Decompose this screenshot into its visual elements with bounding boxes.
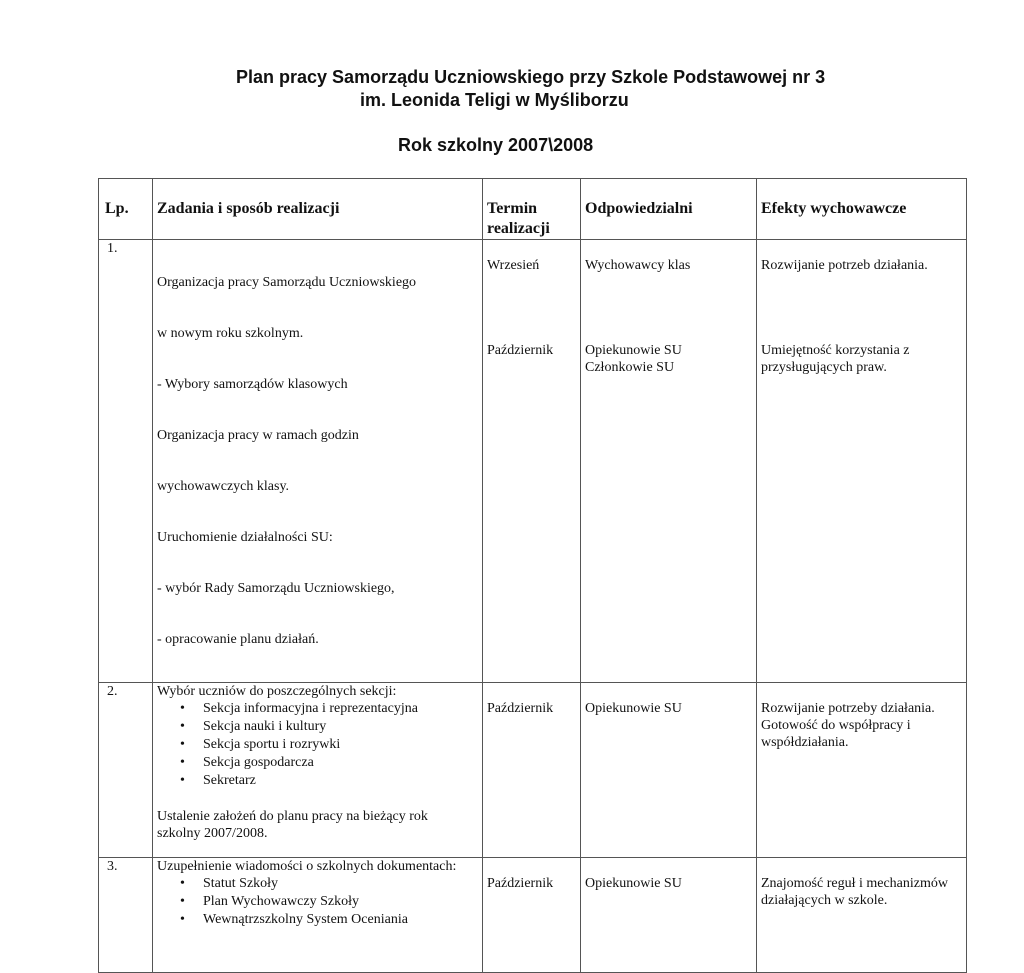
school-year: Rok szkolny 2007\2008 — [398, 135, 594, 155]
task-line: wychowawczych klasy. — [157, 479, 290, 494]
task-line: szkolny 2007/2008. — [157, 826, 268, 841]
header-effects: Efekty wychowawcze — [757, 179, 967, 240]
row-effects — [757, 683, 967, 858]
table-header-row — [99, 179, 967, 240]
responsible-value: Członkowie SU — [585, 360, 675, 375]
row-term — [483, 858, 581, 973]
effect-value: Rozwijanie potrzeb działania. — [761, 258, 928, 273]
term-value: Październik — [487, 876, 554, 891]
row-effects — [757, 858, 967, 973]
document-title: Plan pracy Samorządu Uczniowskiego przy Szkole Podstawowej nr 3 — [236, 67, 826, 87]
list-item: • Sekcja informacyjna i reprezentacyjna — [203, 700, 478, 718]
table-row — [99, 683, 967, 858]
responsible-value: Opiekunowie SU — [585, 343, 682, 358]
task-line: Wybór uczniów do poszczególnych sekcji: — [157, 684, 397, 699]
effect-value: Znajomość reguł i mechanizmów — [761, 876, 948, 891]
row-term — [483, 683, 581, 858]
responsible-value: Opiekunowie SU — [585, 701, 682, 716]
term-value: Październik — [487, 343, 554, 358]
term-value: Październik — [487, 701, 554, 716]
task-line: - wybór Rady Samorządu Uczniowskiego, — [157, 581, 395, 596]
document-subtitle: im. Leonida Teligi w Myśliborzu — [360, 90, 629, 110]
row-responsible — [581, 240, 757, 683]
list-item: • Sekcja sportu i rozrywki — [203, 736, 478, 754]
task-line: Uzupełnienie wiadomości o szkolnych dokumentach: — [157, 859, 457, 874]
row-responsible — [581, 858, 757, 973]
row-term — [483, 240, 581, 683]
term-value: Wrzesień — [487, 258, 540, 273]
task-line: - opracowanie planu działań. — [157, 632, 319, 647]
responsible-value: Opiekunowie SU — [585, 876, 682, 891]
work-plan-table — [98, 178, 967, 973]
list-item: • Sekretarz — [203, 772, 478, 790]
row-number: 1. — [99, 240, 153, 683]
effect-value: współdziałania. — [761, 735, 849, 750]
row-tasks — [153, 858, 483, 973]
task-line: w nowym roku szkolnym. — [157, 326, 304, 341]
row-tasks — [153, 240, 483, 683]
document-list — [157, 875, 478, 929]
list-item: • Sekcja nauki i kultury — [203, 718, 478, 736]
table-row — [99, 858, 967, 973]
section-list — [157, 700, 478, 790]
list-item: • Wewnątrzszkolny System Oceniania — [203, 911, 478, 929]
header-lp: Lp. — [99, 179, 153, 240]
list-item: • Sekcja gospodarcza — [203, 754, 478, 772]
task-line: Organizacja pracy w ramach godzin — [157, 428, 359, 443]
header-term-line1: Termin — [487, 200, 538, 217]
effect-value: przysługujących praw. — [761, 360, 887, 375]
task-line: - Wybory samorządów klasowych — [157, 377, 348, 392]
effect-value: działających w szkole. — [761, 893, 888, 908]
row-number: 2. — [99, 683, 153, 858]
task-line: Uruchomienie działalności SU: — [157, 530, 333, 545]
header-term-line2: realizacji — [487, 220, 550, 237]
task-line: Organizacja pracy Samorządu Uczniowskiego — [157, 275, 417, 290]
responsible-value: Wychowawcy klas — [585, 258, 691, 273]
effect-value: Rozwijanie potrzeby działania. — [761, 701, 935, 716]
task-line: Ustalenie założeń do planu pracy na bieżący rok — [157, 809, 428, 824]
list-item: • Plan Wychowawczy Szkoły — [203, 893, 478, 911]
effect-value: Umiejętność korzystania z — [761, 343, 910, 358]
header-responsible: Odpowiedzialni — [581, 179, 757, 240]
list-item: • Statut Szkoły — [203, 875, 478, 893]
table-row — [99, 240, 967, 683]
row-effects — [757, 240, 967, 683]
row-tasks — [153, 683, 483, 858]
header-term — [483, 179, 581, 240]
header-tasks: Zadania i sposób realizacji — [153, 179, 483, 240]
row-responsible — [581, 683, 757, 858]
row-number: 3. — [99, 858, 153, 973]
effect-value: Gotowość do współpracy i — [761, 718, 911, 733]
